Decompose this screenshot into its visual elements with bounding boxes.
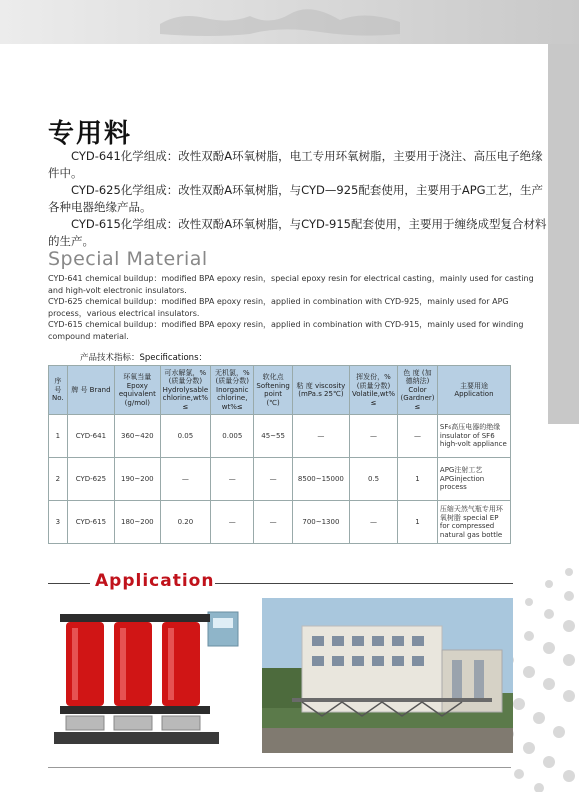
col-header-volatile: 挥发份，% (质量分数) Volatile,wt% ≤ <box>350 366 398 415</box>
col-header-epoxy: 环氧当量 Epoxy equivalent (g/mol) <box>115 366 161 415</box>
table-cell: CYD-625 <box>67 458 114 501</box>
table-cell: 8500~15000 <box>292 458 349 501</box>
table-cell: — <box>398 415 438 458</box>
en-paragraph: CYD-641 chemical buildup：modified BPA epoxy resin，special epoxy resin for electrical casting，mainly used for casting and high-volt electronic insulators. <box>48 274 534 295</box>
table-header-row <box>49 366 511 415</box>
table-cell: 1 <box>398 501 438 544</box>
table-cell: — <box>211 458 254 501</box>
cn-description <box>48 148 548 250</box>
table-cell: — <box>211 501 254 544</box>
table-cell: 700~1300 <box>292 501 349 544</box>
cn-paragraph: CYD-641化学组成：改性双酚A环氧树脂，电工专用环氧树脂，主要用于浇注、高压电子绝缘件中。 <box>48 149 543 180</box>
table-cell: 0.05 <box>160 415 211 458</box>
table-cell: 180~200 <box>115 501 161 544</box>
table-cell: — <box>254 458 292 501</box>
table-cell: 0.5 <box>350 458 398 501</box>
table-row <box>49 501 511 544</box>
col-header-hydrolysable: 可水解氯，% (质量分数) Hydrolysable chlorine,wt% ≤ <box>160 366 211 415</box>
factory-photo <box>262 598 513 753</box>
en-paragraph: CYD-625 chemical buildup：modified BPA epoxy resin，applied in combination with CYD-925，mainly used for APG process，various electrical insulators. <box>48 297 509 318</box>
application-divider-right <box>215 583 513 584</box>
table-cell: 0.005 <box>211 415 254 458</box>
table-cell: — <box>350 415 398 458</box>
side-decor-bar <box>548 44 579 424</box>
table-cell: — <box>254 501 292 544</box>
table-cell: CYD-615 <box>67 501 114 544</box>
table-cell: 360~420 <box>115 415 161 458</box>
footer-divider <box>48 767 511 768</box>
table-cell: — <box>292 415 349 458</box>
col-header-no: 序号 No. <box>49 366 68 415</box>
table-cell: 2 <box>49 458 68 501</box>
col-header-color: 色 度 (加德纳法) Color (Gardner) ≤ <box>398 366 438 415</box>
page-title-en: Special Material <box>48 248 208 270</box>
en-paragraph: CYD-615 chemical buildup：modified BPA epoxy resin，applied in combination with CYD-915，mainly used for winding compound material. <box>48 320 524 341</box>
table-row <box>49 415 511 458</box>
col-header-inorganic: 无机氯，% (质量分数) Inorganic chlorine, wt%≤ <box>211 366 254 415</box>
table-cell: — <box>160 458 211 501</box>
cn-paragraph: CYD-615化学组成：改性双酚A环氧树脂，与CYD-915配套使用，主要用于缠绕成型复合材料的生产。 <box>48 217 547 248</box>
table-cell: 压缩天然气瓶专用环氧树脂 special EP for compressed natural gas bottle <box>437 501 510 544</box>
col-header-application: 主要用途 Application <box>437 366 510 415</box>
col-header-viscosity: 粘 度 viscosity (mPa.s 25℃) <box>292 366 349 415</box>
table-cell: CYD-641 <box>67 415 114 458</box>
col-header-softening: 软化点 Softening point (℃) <box>254 366 292 415</box>
table-cell: — <box>350 501 398 544</box>
table-cell: 3 <box>49 501 68 544</box>
table-cell: 45~55 <box>254 415 292 458</box>
table-cell: 1 <box>398 458 438 501</box>
col-header-brand: 牌 号 Brand <box>67 366 114 415</box>
table-cell: 190~200 <box>115 458 161 501</box>
table-row <box>49 458 511 501</box>
spec-label: 产品技术指标：Specifications： <box>80 353 208 363</box>
application-divider-left <box>48 583 90 584</box>
page-title-cn: 专用料 <box>48 119 133 149</box>
application-title: Application <box>95 571 215 591</box>
world-map-decoration <box>150 4 410 40</box>
spec-table <box>48 365 511 544</box>
cn-paragraph: CYD-625化学组成：改性双酚A环氧树脂，与CYD—925配套使用，主要用于APG工艺，生产各种电器绝缘产品。 <box>48 183 544 214</box>
header-band <box>0 0 579 44</box>
transformer-photo <box>48 598 248 753</box>
en-description <box>48 273 548 343</box>
table-cell: 0.20 <box>160 501 211 544</box>
table-cell: SF₆高压电器的绝缘 insulator of SF6 high-volt appliance <box>437 415 510 458</box>
table-cell: APG注射工艺 APGinjection process <box>437 458 510 501</box>
table-cell: 1 <box>49 415 68 458</box>
